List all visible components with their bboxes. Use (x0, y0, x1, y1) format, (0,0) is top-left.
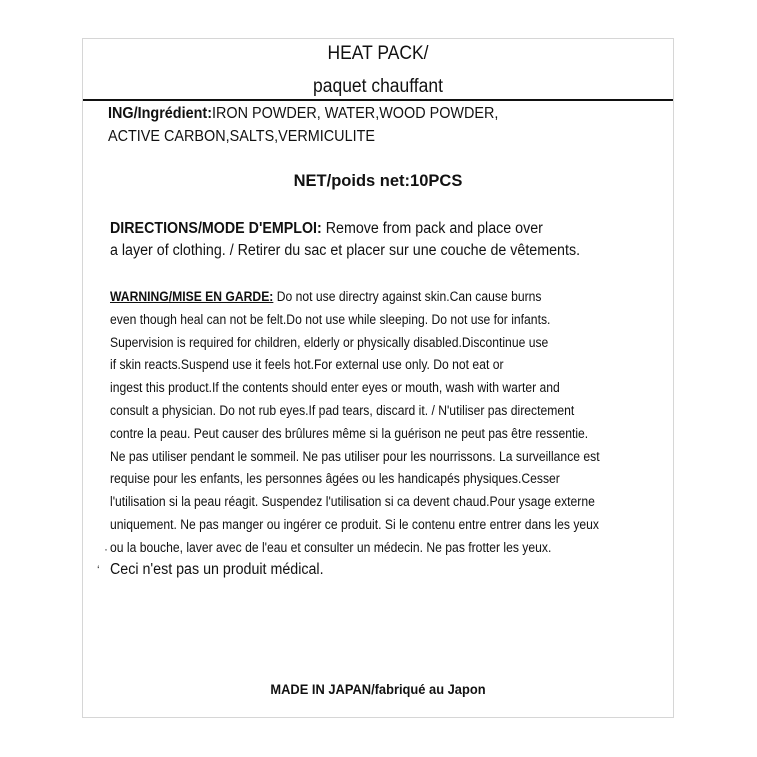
print-speck: ‘ (97, 563, 100, 577)
warning-line: consult a physician. Do not rub eyes.If pad tears, discard it. / N'utiliser pas directement (110, 402, 575, 418)
directions-line-1: Remove from pack and place over (321, 220, 543, 237)
made-in-statement: MADE IN JAPAN/fabriqué au Japon (270, 681, 486, 697)
not-medical-notice: Ceci n'est pas un produit médical. (110, 561, 324, 578)
net-quantity: NET/poids net:10PCS (293, 172, 463, 190)
warning-line: requise pour les enfants, les personnes âgées ou les handicapés physiques.Cesser (110, 471, 560, 487)
warning-line: even though heal can not be felt.Do not use while sleeping. Do not use for infants. (110, 311, 551, 327)
warning-line: ou la bouche, laver avec de l'eau et consulter un médecin. Ne pas frotter les yeux. (110, 539, 552, 555)
ingredients-line-1: IRON POWDER, WATER,WOOD POWDER, (212, 105, 499, 122)
directions-label: DIRECTIONS/MODE D'EMPLOI: (110, 220, 322, 237)
warning-label: WARNING/MISE EN GARDE: (110, 289, 274, 304)
directions-line-2: a layer of clothing. / Retirer du sac et placer sur une couche de vêtements. (110, 242, 581, 259)
warning-line: Ne pas utiliser pendant le sommeil. Ne pas utiliser pour les nourrissons. La surveillance est (110, 448, 600, 464)
title-line-2: paquet chauffant (313, 76, 443, 97)
print-speck: · (104, 542, 108, 556)
warning-block (110, 286, 600, 560)
warning-line: uniquement. Ne pas manger ou ingérer ce produit. Si le contenu entre entrer dans les yeux (110, 516, 599, 532)
warning-line: if skin reacts.Suspend use it feels hot.For external use only. Do not eat or (110, 357, 504, 373)
product-label (82, 38, 674, 718)
ingredients-block (108, 102, 498, 148)
warning-line: contre la peau. Peut causer des brûlures même si la guérison ne peut pas être ressentie. (110, 425, 589, 441)
warning-line: l'utilisation si la peau réagit. Suspendez l'utilisation si ca devent chaud.Pour ysage externe (110, 494, 595, 510)
title-divider (83, 99, 673, 101)
title-line-1: HEAT PACK/ (327, 43, 429, 64)
warning-line: Do not use directry against skin.Can cause burns (273, 289, 542, 304)
directions-block (110, 218, 580, 262)
ingredients-label: ING/Ingrédient: (108, 105, 213, 122)
ingredients-line-2: ACTIVE CARBON,SALTS,VERMICULITE (108, 128, 375, 145)
warning-line: ingest this product.If the contents should enter eyes or mouth, wash with warter and (110, 380, 560, 396)
warning-line: Supervision is required for children, elderly or physically disabled.Discontinue use (110, 334, 549, 350)
